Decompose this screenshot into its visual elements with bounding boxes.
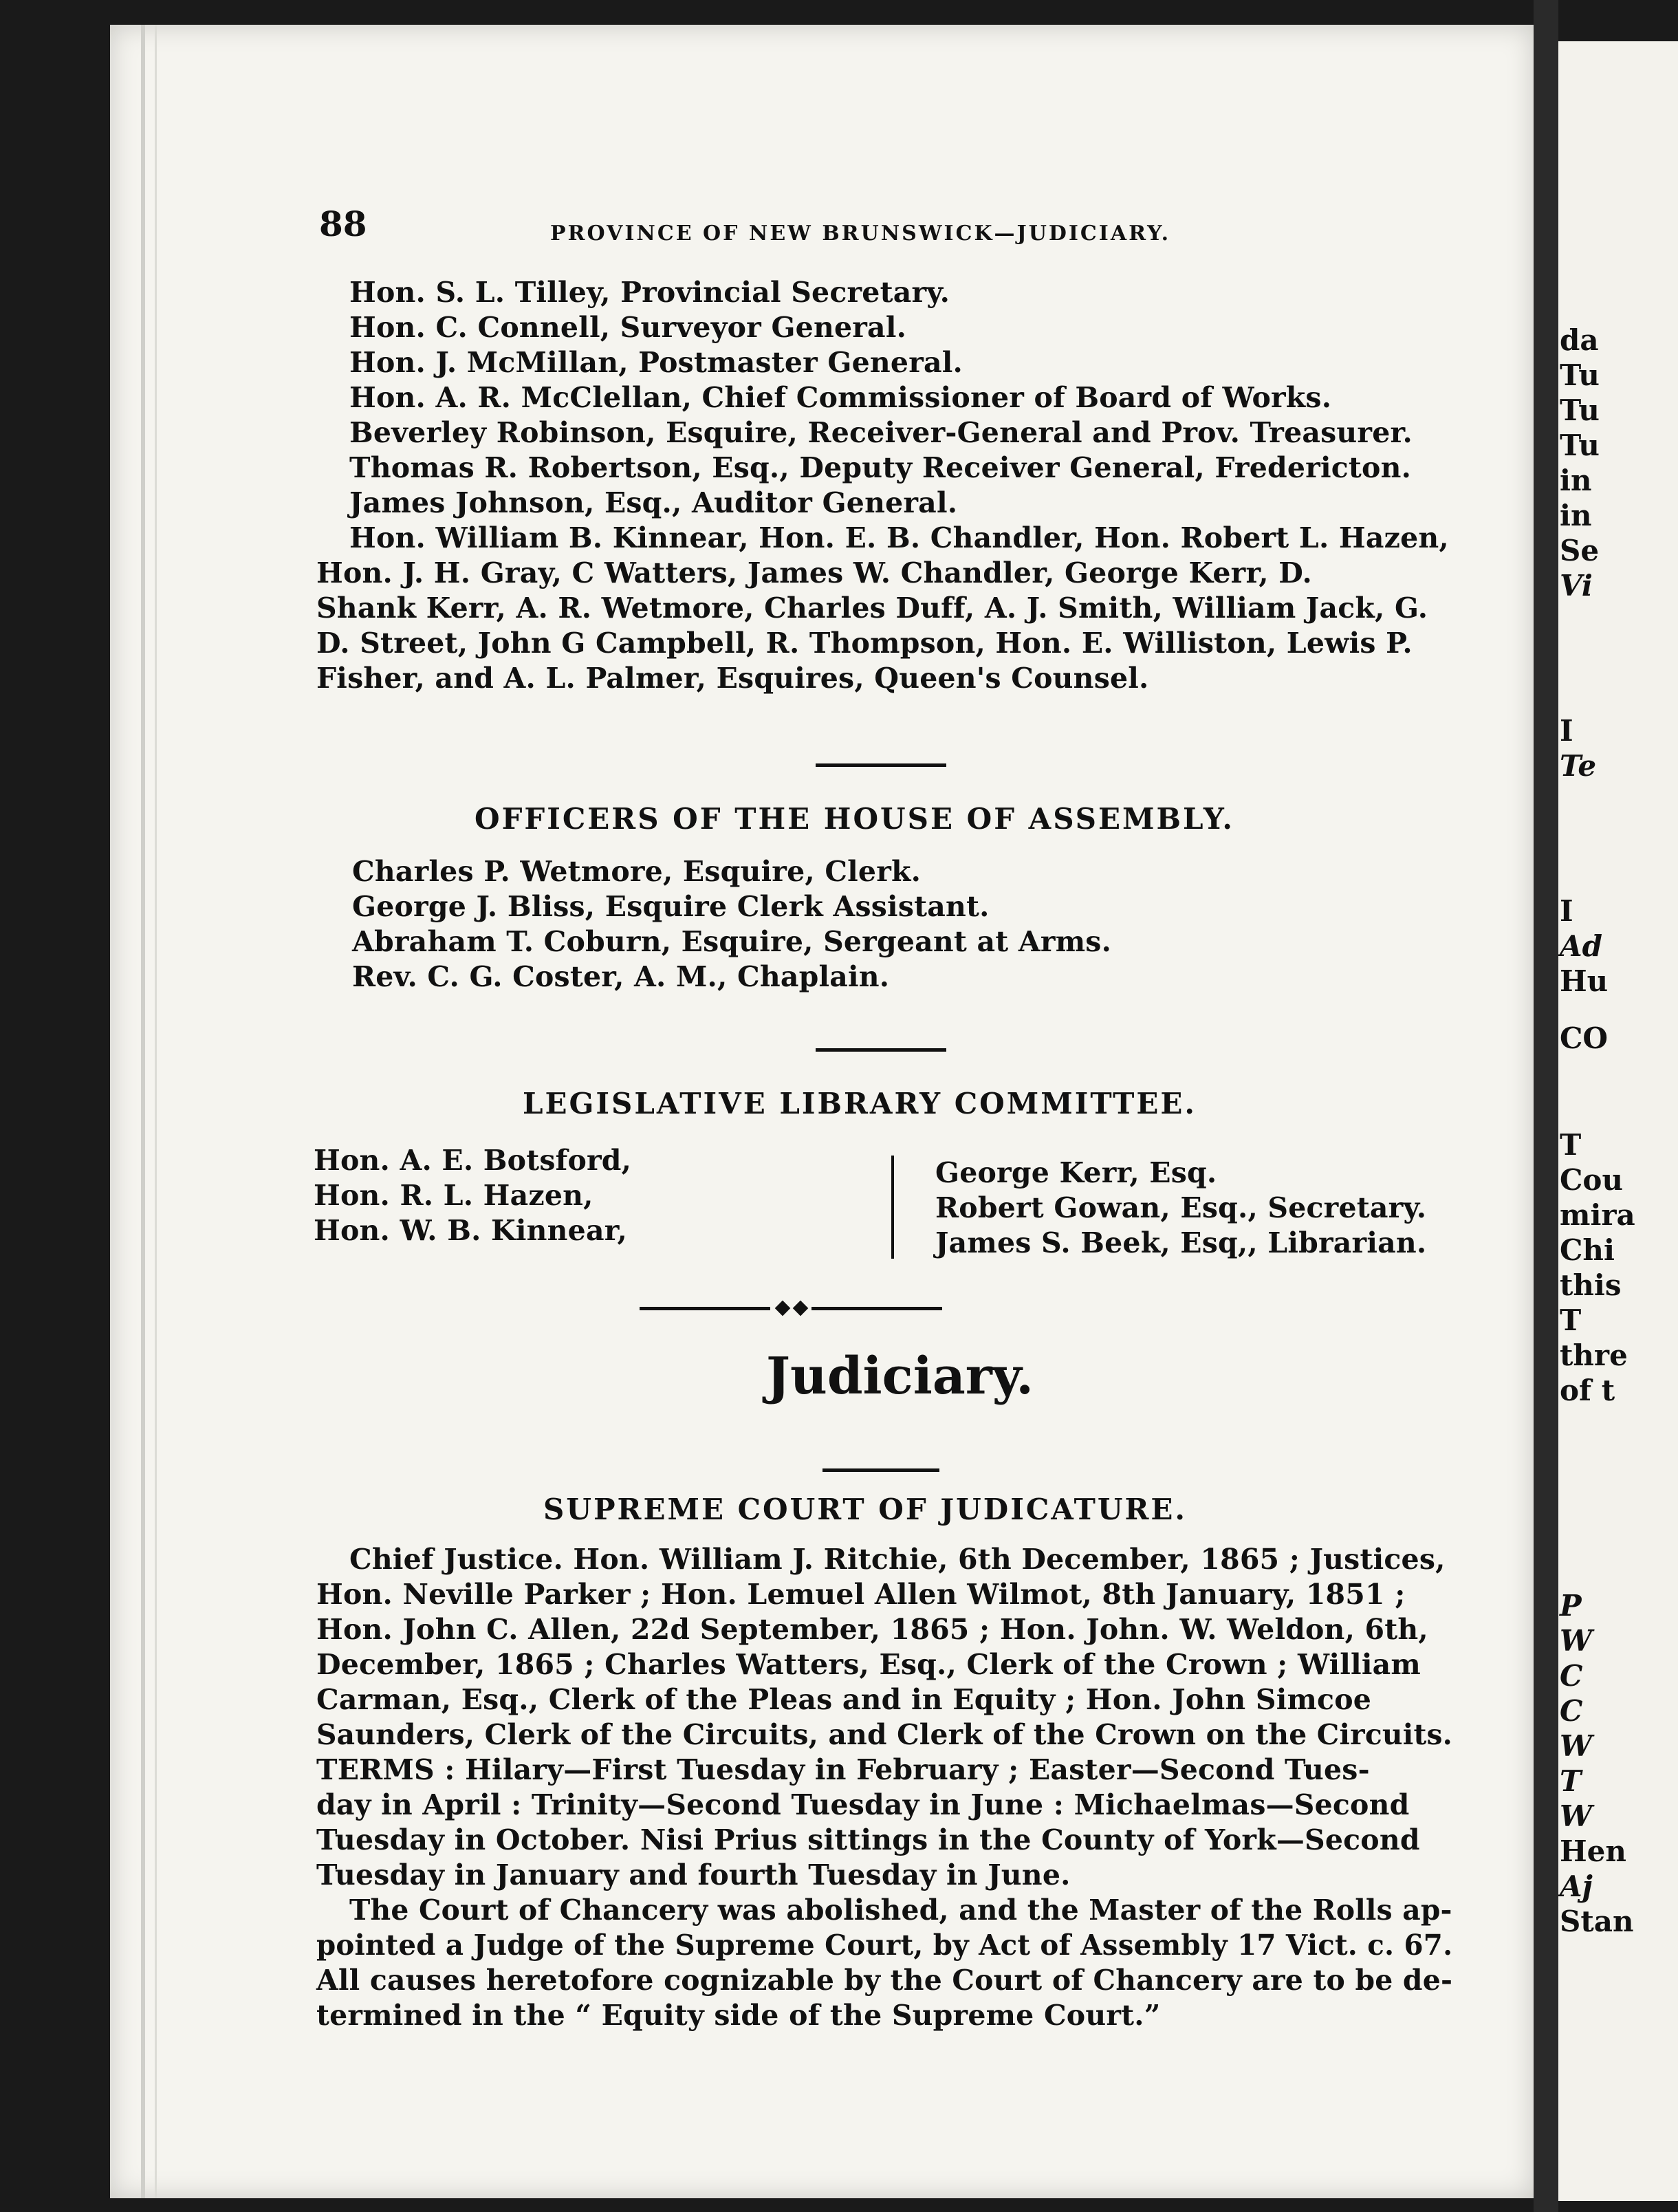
- library-member: Hon. W. B. Kinnear,: [314, 1214, 628, 1247]
- assembly-line: Rev. C. G. Coster, A. M., Chaplain.: [352, 960, 890, 993]
- facing-page-fragment: C: [1560, 1659, 1583, 1693]
- facing-page-fragment: T: [1560, 1764, 1582, 1798]
- page-edge-inner: [155, 25, 157, 2198]
- facing-page-fragment: Se: [1560, 534, 1600, 567]
- facing-page-fragment: of t: [1560, 1374, 1615, 1407]
- court-line: All causes heretofore cognizable by the Court of Chancery are to be de-: [316, 1964, 1453, 1997]
- facing-page-fragment: Tu: [1560, 429, 1600, 462]
- ornamental-rule: [640, 1302, 942, 1314]
- court-line: day in April : Trinity—Second Tuesday in June : Michaelmas—Second: [316, 1788, 1410, 1821]
- facing-page-fragment: I: [1560, 894, 1573, 928]
- officer-line: Hon. William B. Kinnear, Hon. E. B. Chandler, Hon. Robert L. Hazen,: [349, 521, 1449, 554]
- facing-page-fragment: da: [1560, 323, 1599, 357]
- facing-page-fragment: Chi: [1560, 1233, 1615, 1267]
- section-rule: [822, 1468, 939, 1472]
- officer-line: Thomas R. Robertson, Esq., Deputy Receiver General, Fredericton.: [349, 451, 1412, 484]
- court-line: The Court of Chancery was abolished, and the Master of the Rolls ap-: [349, 1894, 1452, 1927]
- court-line: termined in the “ Equity side of the Supreme Court.”: [316, 1999, 1161, 2032]
- officer-line: Hon. A. R. McClellan, Chief Commissioner of Board of Works.: [349, 381, 1332, 414]
- facing-page-fragment: in: [1560, 464, 1592, 497]
- facing-page: [1558, 41, 1678, 2201]
- facing-page-fragment: Hen: [1560, 1834, 1626, 1868]
- court-line: Tuesday in October. Nisi Prius sittings in the County of York—Second: [316, 1823, 1420, 1856]
- library-member: Hon. R. L. Hazen,: [314, 1179, 593, 1212]
- section-rule: [816, 763, 946, 767]
- facing-page-fragment: C: [1560, 1694, 1583, 1728]
- court-line: Chief Justice. Hon. William J. Ritchie, 6th December, 1865 ; Justices,: [349, 1543, 1446, 1576]
- book-gutter: [1534, 0, 1558, 2212]
- facing-page-fragment: W: [1560, 1799, 1593, 1833]
- court-line: Saunders, Clerk of the Circuits, and Clerk of the Crown on the Circuits.: [316, 1718, 1453, 1751]
- facing-page-fragment: W: [1560, 1729, 1593, 1763]
- facing-page-fragment: thre: [1560, 1338, 1628, 1372]
- court-line: pointed a Judge of the Supreme Court, by Act of Assembly 17 Vict. c. 67.: [316, 1929, 1453, 1962]
- facing-page-fragment: CO: [1560, 1021, 1609, 1055]
- court-line: TERMS : Hilary—First Tuesday in February ; Easter—Second Tues-: [316, 1753, 1370, 1786]
- facing-page-fragment: I: [1560, 714, 1573, 748]
- judiciary-title: Judiciary.: [766, 1347, 1034, 1406]
- officer-line: D. Street, John G Campbell, R. Thompson, Hon. E. Williston, Lewis P.: [316, 627, 1413, 660]
- officer-line: James Johnson, Esq., Auditor General.: [349, 486, 958, 519]
- running-head: PROVINCE OF NEW BRUNSWICK—JUDICIARY.: [550, 221, 1171, 246]
- facing-page-fragment: Cou: [1560, 1163, 1623, 1197]
- assembly-line: Charles P. Wetmore, Esquire, Clerk.: [352, 855, 922, 888]
- facing-page-fragment: Aj: [1560, 1869, 1593, 1903]
- officer-line: Fisher, and A. L. Palmer, Esquires, Queen's Counsel.: [316, 662, 1149, 695]
- officer-line: Hon. J. McMillan, Postmaster General.: [349, 346, 963, 379]
- facing-page-fragment: Tu: [1560, 358, 1600, 392]
- court-line: Hon. John C. Allen, 22d September, 1865 ; Hon. John. W. Weldon, 6th,: [316, 1613, 1428, 1646]
- facing-page-fragment: in: [1560, 499, 1592, 532]
- facing-page-fragment: Stan: [1560, 1905, 1634, 1938]
- page-number: 88: [319, 204, 367, 244]
- facing-page-fragment: Vi: [1560, 569, 1593, 603]
- court-heading: SUPREME COURT OF JUDICATURE.: [543, 1493, 1187, 1526]
- library-member: James S. Beek, Esq,, Librarian.: [935, 1226, 1427, 1259]
- assembly-line: George J. Bliss, Esquire Clerk Assistant.: [352, 890, 990, 923]
- facing-page-fragment: T: [1560, 1303, 1582, 1337]
- facing-page-fragment: W: [1560, 1624, 1593, 1658]
- section-rule: [816, 1048, 946, 1052]
- library-member: Robert Gowan, Esq., Secretary.: [935, 1191, 1427, 1224]
- court-line: Carman, Esq., Clerk of the Pleas and in Equity ; Hon. John Simcoe: [316, 1683, 1372, 1716]
- officer-line: Hon. J. H. Gray, C Watters, James W. Chandler, George Kerr, D.: [316, 556, 1313, 589]
- library-heading: LEGISLATIVE LIBRARY COMMITTEE.: [523, 1087, 1197, 1120]
- assembly-line: Abraham T. Coburn, Esquire, Sergeant at Arms.: [352, 925, 1112, 958]
- facing-page-fragment: Tu: [1560, 393, 1600, 427]
- facing-page-fragment: this: [1560, 1268, 1622, 1302]
- column-divider: [891, 1156, 894, 1259]
- library-member: George Kerr, Esq.: [935, 1156, 1217, 1189]
- facing-page-fragment: P: [1560, 1589, 1582, 1623]
- facing-page-fragment: Hu: [1560, 964, 1609, 998]
- page-edge: [141, 25, 145, 2198]
- officer-line: Hon. S. L. Tilley, Provincial Secretary.: [349, 276, 950, 309]
- facing-page-fragment: Te: [1560, 749, 1597, 783]
- officer-line: Shank Kerr, A. R. Wetmore, Charles Duff, A. J. Smith, William Jack, G.: [316, 592, 1428, 625]
- facing-page-fragment: T: [1560, 1128, 1582, 1162]
- officer-line: Beverley Robinson, Esquire, Receiver-General and Prov. Treasurer.: [349, 416, 1413, 449]
- officer-line: Hon. C. Connell, Surveyor General.: [349, 311, 907, 344]
- facing-page-fragment: Ad: [1560, 929, 1602, 963]
- assembly-heading: OFFICERS OF THE HOUSE OF ASSEMBLY.: [475, 802, 1235, 836]
- court-line: December, 1865 ; Charles Watters, Esq., Clerk of the Crown ; William: [316, 1648, 1421, 1681]
- library-member: Hon. A. E. Botsford,: [314, 1144, 632, 1177]
- facing-page-fragment: mira: [1560, 1198, 1635, 1232]
- court-line: Hon. Neville Parker ; Hon. Lemuel Allen Wilmot, 8th January, 1851 ;: [316, 1578, 1406, 1611]
- court-line: Tuesday in January and fourth Tuesday in June.: [316, 1858, 1071, 1891]
